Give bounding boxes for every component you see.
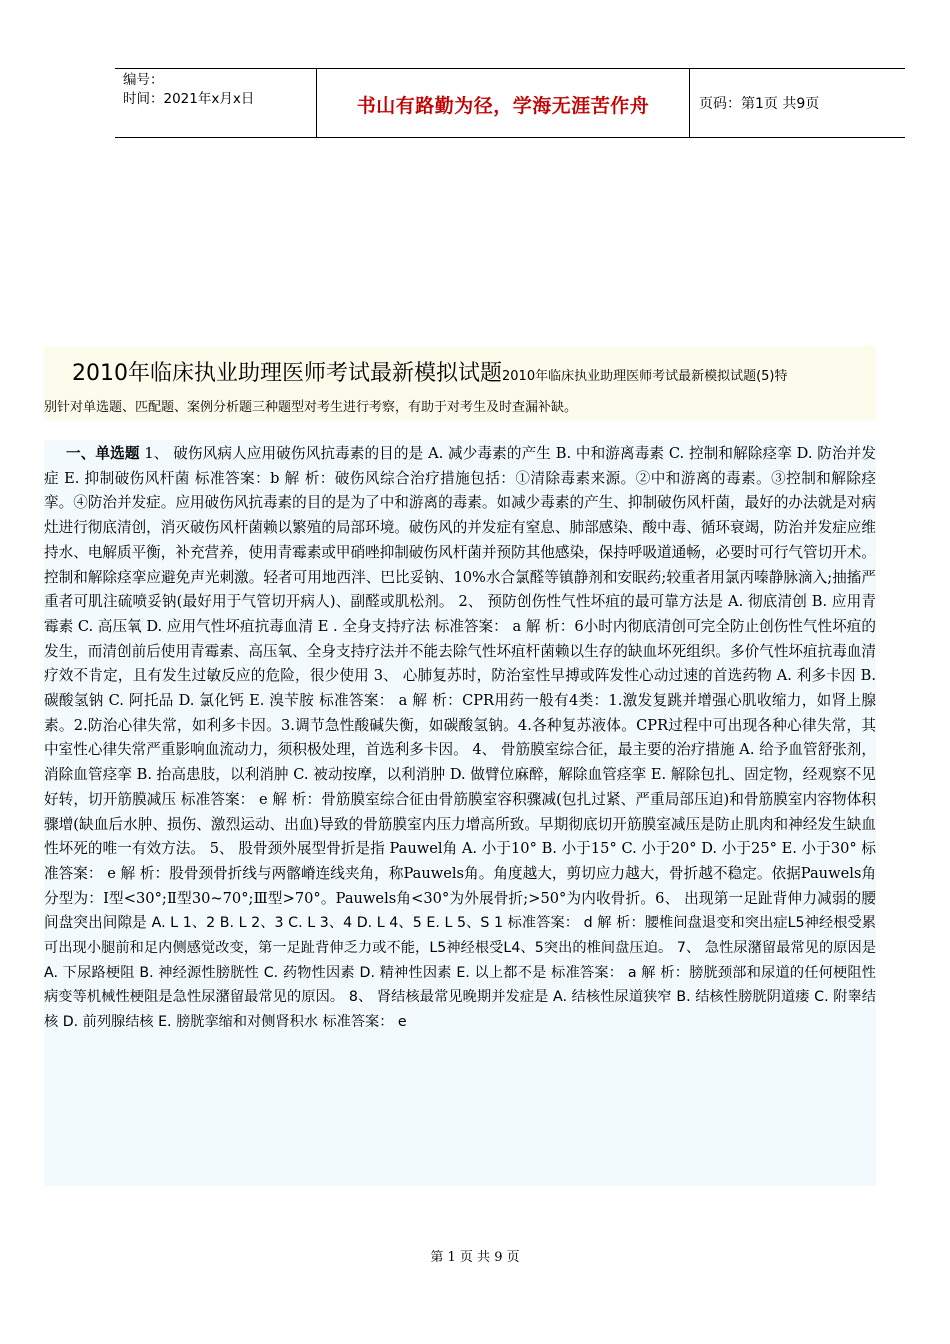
header-meta [123,71,254,109]
document-subtitle: 2010年临床执业助理医师考试最新模拟试题(5)特 [502,369,788,384]
questions-sans-part: A. L 1、2 B. L 2、3 C. L 3、4 D. L 4、5 E. L 5、S 1 标准答案： d 解 析：腰椎间盘退变和突出症L5神经根受累可出现小腿前和足内侧感觉改变，第一足趾背伸乏力或不能，L5神经根受L4、5突出的椎间盘压迫。 7、 急性尿潴留最常见的原因是 A. 下尿路梗阻 B. 神经源性膀胱性 C. 药物性因素 D. 精神性因素 E. 以上都不是 标准答案： a 解 析：膀胱颈部和尿道的任何梗阻性病变等机械性梗阻是急性尿潴留最常见的原因。 8、 肾结核最常见晚期并发症是 A. 结核性尿道狭窄 B. 结核性膀胱阴道瘘 C. 附睾结核 D. 前列腺结核 E. 膀胱挛缩和对侧肾积水 标准答案： e [44,915,876,1031]
questions-block [44,440,876,1186]
document-title: 2010年临床执业助理医师考试最新模拟试题 [72,361,502,386]
code-label: 编号： [123,72,164,88]
time-label: 时间：2021年x月x日 [123,91,255,107]
title-block [44,346,876,420]
title-line [72,356,788,387]
page-header [115,68,905,138]
questions-text [44,442,876,1035]
header-divider [689,69,690,137]
header-page-number: 页码：第1页 共9页 [699,96,820,112]
document-description: 别针对单选题、匹配题、案例分析题三种题型对考生进行考察，有助于对考生及时查漏补缺。 [44,400,578,415]
header-motto: 书山有路勤为径，学海无涯苦作舟 [356,95,650,117]
footer-page-number: 第 1 页 共 9 页 [430,1250,520,1265]
questions-serif-part: 1、 破伤风病人应用破伤风抗毒素的目的是 A. 减少毒素的产生 B. 中和游离毒素 C. 控制和解除痉挛 D. 防治并发症 E. 抑制破伤风杆菌 标准答案：b 解 析：破伤风综合治疗措施包括：①清除毒素来源。②中和游离的毒素。③控制和解除痉挛。④防治并发症。应用破伤风抗毒素的目的是为了中和游离的毒素。如减少毒素的产生、抑制破伤风杆菌，最好的办法就是对病灶进行彻底清创，消灭破伤风杆菌赖以繁殖的局部环境。破伤风的并发症有窒息、肺部感染、酸中毒、循环衰竭，防治并发症应维持水、电解质平衡，补充营养，使用青霉素或甲硝唑抑制破伤风杆菌并预防其他感染，保持呼吸道通畅，必要时可行气管切开术。控制和解除痉挛应避免声光刺激。轻者可用地西泮、巴比妥钠、10%水合氯醛等镇静剂和安眠药;较重者用氯丙嗪静脉滴入;抽搐严重者可肌注硫喷妥钠(最好用于气管切开病人)、副醛或肌松剂。 2、 预防创伤性气性坏疽的最可靠方法是 A. 彻底清创 B. 应用青霉素 C. 高压氧 D. 应用气性坏疽抗毒血清 E . 全身支持疗法 标准答案： a 解 析：6小时内彻底清创可完全防止创伤性气性坏疽的发生，而清创前后使用青霉素、高压氧、全身支持疗法并不能去除气性坏疽杆菌赖以生存的缺血坏死组织。多价气性坏疽抗毒血清疗效不肯定，且有发生过敏反应的危险，很少使用 3、 心肺复苏时，防治室性早搏或阵发性心动过速的首选药物 A. 利多卡因 B. 碳酸氢钠 C. 阿托品 D. 氯化钙 E. 溴苄胺 标准答案： a 解 析：CPR用药一般有4类：1.激发复跳并增强心肌收缩力，如肾上腺素。2.防治心律失常，如利多卡因。3.调节急性酸碱失衡，如碳酸氢钠。4.各种复苏液体。CPR过程中可出现各种心律失常，其中室性心律失常严重影响血流动力，须积极处理，首选利多卡因。 4、 骨筋膜室综合征，最主要的治疗措施 A. 给予血管舒张剂，消除血管痉挛 B. 抬高患肢，以利消肿 C. 被动按摩，以利消肿 D. 做臂位麻醉，解除血管痉挛 E. 解除包扎、固定物，经观察不见好转，切开筋膜减压 标准答案： e 解 析：骨筋膜室综合征由骨筋膜室容积骤减(包扎过紧、严重局部压迫)和骨筋膜室内容物体积骤增(缺血后水肿、损伤、激烈运动、出血)导致的骨筋膜室内压力增高所致。早期彻底切开筋膜室减压是防止肌肉和神经发生缺血性坏死的唯一有效方法。 5、 股骨颈外展型骨折是指 Pauwel角 A. 小于10° B. 小于15° C. 小于20° D. 小于25° E. 小于30° 标准答案： e 解 析：股骨颈骨折线与两髂嵴连线夹角，称Pauwels角。角度越大，剪切应力越大，骨折越不稳定。依据Pauwels角分型为：Ⅰ型<30°;Ⅱ型30~70°;Ⅲ型>70°。Pauwels角<30°为外展骨折;>50°为内收骨折。6、 出现第一足趾背伸力减弱的腰间盘突出间隙是 [44,445,876,932]
page-footer [0,1246,950,1265]
section-heading: 一、单选题 [66,445,140,462]
